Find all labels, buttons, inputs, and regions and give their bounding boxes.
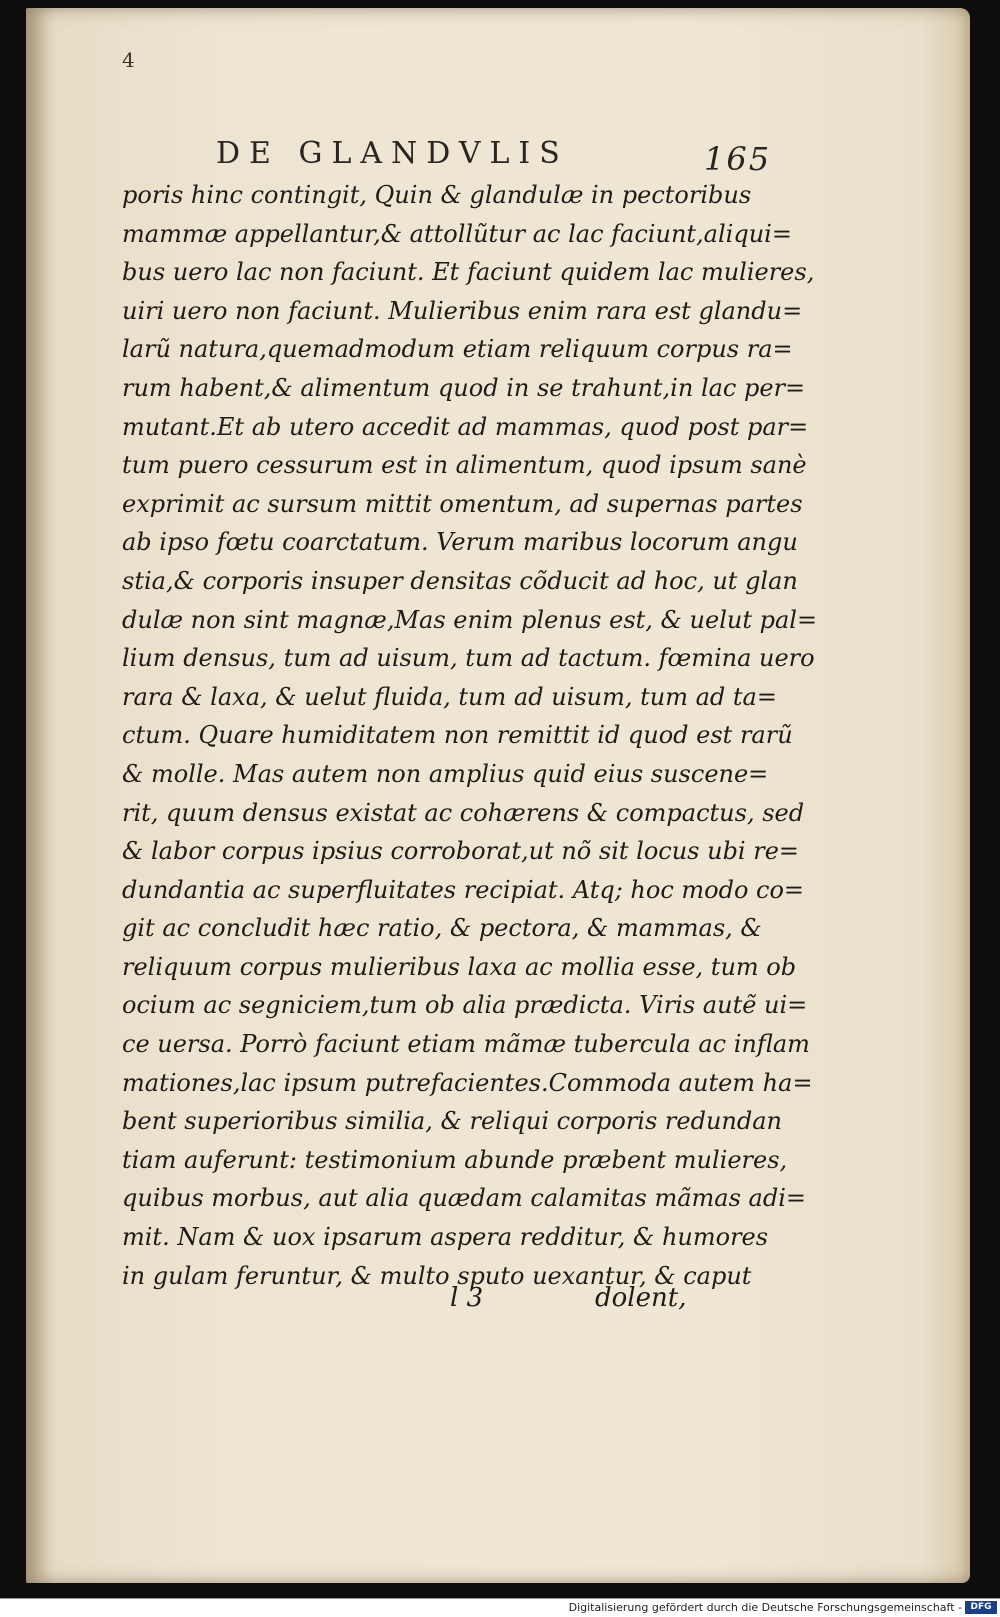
text-line: bus uero lac non faciunt. Et faciunt quidem lac mulieres,: [122, 258, 815, 287]
text-line: rum habent,& alimentum quod in se trahunt,in lac per=: [122, 373, 806, 402]
catchword: dolent,: [595, 1283, 687, 1313]
text-line: tiam auferunt: testimonium abunde præbent mulieres,: [122, 1145, 788, 1174]
page-footer: [0, 1283, 1000, 1323]
text-block: [122, 176, 818, 1295]
running-head: DE GLANDVLIS: [216, 136, 569, 171]
text-line: rit, quum densus existat ac cohærens & compactus, sed: [122, 798, 805, 827]
text-line: ocium ac segniciem,tum ob alia prædicta. Viris autẽ ui=: [122, 991, 808, 1020]
text-line: dulæ non sint magnæ,Mas enim plenus est, & uelut pal=: [122, 605, 818, 634]
text-line: poris hinc contingit, Quin & glandulæ in pectoribus: [122, 181, 752, 209]
text-line: ce uersa. Porrò faciunt etiam mãmæ tubercula ac inflam: [122, 1030, 810, 1059]
text-line: mationes,lac ipsum putrefacientes.Commoda autem ha=: [122, 1068, 813, 1097]
text-line: mammæ appellantur,& attollũtur ac lac faciunt,aliqui=: [122, 219, 792, 248]
text-line: tum puero cessurum est in alimentum, quod ipsum sanè: [122, 451, 807, 480]
credit-text: Digitalisierung gefördert durch die Deutsche Forschungsgemeinschaft -: [568, 1601, 962, 1614]
text-line: uiri uero non faciunt. Mulieribus enim rara est glandu=: [122, 296, 803, 325]
text-line: quibus morbus, aut alia quædam calamitas mãmas adi=: [122, 1184, 807, 1213]
text-line: rara & laxa, & uelut fluida, tum ad uisum, tum ad ta=: [122, 682, 777, 711]
book-page: [26, 8, 970, 1583]
text-line: reliquum corpus mulieribus laxa ac mollia esse, tum ob: [122, 952, 797, 981]
text-line: in gulam feruntur, & multo sputo uexantur, & caput: [122, 1261, 752, 1290]
credit-bar: [0, 1598, 1000, 1617]
text-line: ab ipso fœtu coarctatum. Verum maribus locorum angu: [122, 528, 798, 557]
text-line: ctum. Quare humiditatem non remittit id quod est rarũ: [122, 721, 793, 750]
text-line: bent superioribus similia, & reliqui corporis redundan: [122, 1107, 782, 1136]
footer-signature: l 3: [450, 1283, 484, 1313]
text-line: dundantia ac superfluitates recipiat. Atq; hoc modo co=: [122, 875, 805, 904]
text-line: exprimit ac sursum mittit omentum, ad supernas partes: [122, 489, 803, 518]
text-line: git ac concludit hæc ratio, & pectora, & mammas, &: [122, 914, 762, 943]
text-line: larũ natura,quemadmodum etiam reliquum corpus ra=: [122, 335, 793, 364]
signature-mark: 4: [122, 48, 135, 72]
text-line: mutant.Et ab utero accedit ad mammas, quod post par=: [122, 412, 809, 441]
text-line: & labor corpus ipsius corroborat,ut nõ sit locus ubi re=: [122, 837, 800, 866]
text-line: stia,& corporis insuper densitas cõducit ad hoc, ut glan: [122, 566, 798, 595]
dfg-logo-icon: DFG: [965, 1601, 997, 1614]
page-number: 165: [704, 140, 772, 178]
text-line: & molle. Mas autem non amplius quid eius susceпe=: [122, 759, 769, 788]
text-line: mit. Nam & uox ipsarum aspera redditur, & humores: [122, 1223, 769, 1252]
text-line: lium densus, tum ad uisum, tum ad tactum. fœmina uero: [122, 644, 815, 673]
